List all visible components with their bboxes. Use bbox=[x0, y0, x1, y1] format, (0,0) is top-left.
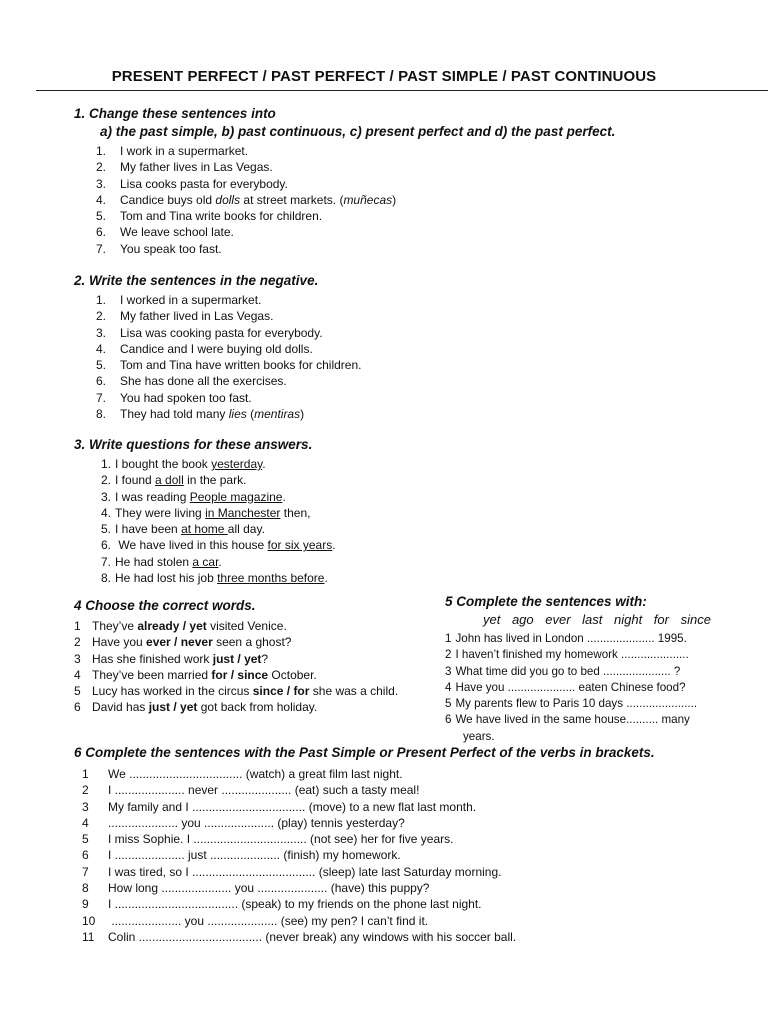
item-text bbox=[108, 782, 419, 798]
item-text bbox=[108, 815, 405, 831]
list-item bbox=[96, 159, 615, 175]
item-number: 5. bbox=[96, 209, 107, 224]
bold-option: ever / never bbox=[146, 635, 213, 650]
item-text bbox=[120, 406, 304, 422]
section-4 bbox=[74, 597, 398, 716]
text-run: I was tired, so I ..................................... (sleep) late last Saturday morning. bbox=[108, 864, 502, 879]
item-number: 3. bbox=[96, 325, 107, 340]
text-run: got back from holiday. bbox=[197, 700, 318, 715]
text-run: I found bbox=[115, 473, 156, 488]
text-run: They had told many bbox=[120, 407, 229, 422]
list-item bbox=[82, 913, 655, 929]
item-number: 8. bbox=[101, 571, 112, 586]
list-item bbox=[82, 782, 655, 798]
list-item bbox=[101, 537, 336, 553]
text-run: My father lives in Las Vegas. bbox=[120, 160, 273, 175]
item-text bbox=[108, 880, 429, 896]
item-number: 1 bbox=[74, 619, 81, 633]
list-item bbox=[82, 831, 655, 847]
text-run: . bbox=[324, 571, 328, 586]
list-item bbox=[101, 456, 336, 472]
text-run: seen a ghost? bbox=[212, 635, 292, 650]
list-item bbox=[96, 308, 361, 324]
list-item bbox=[74, 667, 398, 683]
text-run: We have lived in the same house.......... many bbox=[455, 713, 690, 727]
list-item bbox=[82, 929, 655, 945]
bold-option: just / yet bbox=[148, 700, 198, 715]
item-number: 3 bbox=[74, 651, 81, 666]
list-item bbox=[74, 634, 398, 650]
text-run: visited Venice. bbox=[206, 619, 287, 633]
item-number: 5. bbox=[101, 522, 112, 537]
item-number: 2 bbox=[74, 635, 81, 650]
item-number: 7 bbox=[82, 864, 89, 879]
item-text bbox=[120, 224, 234, 240]
list-item bbox=[101, 570, 336, 586]
list-item bbox=[74, 651, 398, 667]
section-5-item-6-continuation: years. bbox=[463, 729, 495, 743]
item-text bbox=[120, 373, 287, 389]
item-text bbox=[115, 489, 286, 505]
section-5-word-bank: yet ago ever last night for since bbox=[483, 612, 711, 627]
item-number: 1. bbox=[96, 293, 107, 307]
text-run: I ..................... never ..................... (eat) such a tasty meal! bbox=[108, 783, 420, 798]
item-text bbox=[115, 505, 310, 521]
text-run: . bbox=[282, 489, 286, 504]
text-run: John has lived in London ..................... 1995. bbox=[455, 632, 687, 645]
item-number: 3 bbox=[82, 799, 89, 814]
item-number: 6. bbox=[96, 374, 107, 389]
text-run: Tom and Tina have written books for children. bbox=[120, 358, 362, 373]
item-text bbox=[120, 208, 322, 224]
item-number: 4 bbox=[74, 667, 81, 682]
item-number: 9 bbox=[82, 897, 89, 912]
item-number: 10 bbox=[82, 913, 96, 928]
page-title: PRESENT PERFECT / PAST PERFECT / PAST SIMPLE / PAST CONTINUOUS bbox=[111, 68, 657, 85]
list-item bbox=[74, 699, 398, 715]
list-item bbox=[96, 390, 361, 406]
text-run: . bbox=[218, 554, 222, 569]
item-number: 4. bbox=[96, 192, 107, 207]
list-item bbox=[82, 847, 655, 863]
text-run: Candice buys old bbox=[120, 192, 216, 207]
list-item bbox=[445, 647, 711, 663]
list-item bbox=[74, 683, 398, 699]
text-run: at street markets. ( bbox=[240, 192, 344, 207]
list-item bbox=[445, 631, 711, 647]
item-text bbox=[115, 472, 246, 488]
item-text bbox=[108, 847, 401, 863]
text-run: He had stolen bbox=[115, 554, 193, 569]
list-item bbox=[101, 521, 336, 537]
section-6 bbox=[74, 744, 655, 945]
section-1 bbox=[74, 105, 615, 257]
text-run: I ..................... just ..................... (finish) my homework. bbox=[108, 848, 401, 863]
list-item bbox=[96, 406, 361, 422]
section-5-heading: 5 Complete the sentences with: bbox=[445, 594, 647, 609]
item-text bbox=[120, 308, 273, 324]
text-run: We leave school late. bbox=[120, 225, 234, 240]
list-item bbox=[96, 341, 361, 357]
text-run: Lucy has worked in the circus bbox=[92, 684, 253, 699]
text-run: Lisa was cooking pasta for everybody. bbox=[120, 325, 323, 340]
list-item bbox=[82, 766, 655, 782]
item-number: 6 bbox=[445, 713, 452, 727]
list-item bbox=[96, 143, 615, 159]
text-run: My father lived in Las Vegas. bbox=[120, 309, 274, 324]
underlined-text: for six years bbox=[267, 538, 333, 553]
text-run: October. bbox=[268, 667, 317, 682]
list-item bbox=[96, 373, 361, 389]
text-run: ..................... you ..................... (play) tennis yesterday? bbox=[108, 815, 405, 830]
item-text bbox=[120, 390, 252, 406]
section-5 bbox=[445, 593, 711, 745]
item-text bbox=[92, 618, 287, 634]
text-run: They were living bbox=[115, 505, 206, 520]
list-item bbox=[82, 815, 655, 831]
item-text bbox=[120, 341, 313, 357]
text-run: ..................... you ..................... (see) my pen? I can’t find it. bbox=[108, 913, 429, 928]
item-number: 6. bbox=[101, 538, 112, 553]
item-number: 2 bbox=[82, 783, 89, 798]
item-number: 7. bbox=[96, 390, 107, 405]
section-2-list bbox=[96, 292, 361, 422]
item-text bbox=[108, 913, 428, 929]
underlined-text: a car bbox=[192, 554, 219, 569]
item-text bbox=[120, 292, 261, 308]
item-text bbox=[108, 896, 482, 912]
text-run: Colin ..................................... (never break) any windows with his soccer ball. bbox=[108, 929, 517, 944]
section-4-heading: 4 Choose the correct words. bbox=[74, 598, 256, 613]
item-text bbox=[115, 521, 265, 537]
text-run: How long ..................... you ..................... (have) this puppy? bbox=[108, 881, 430, 896]
section-3 bbox=[74, 436, 336, 586]
list-item bbox=[96, 192, 615, 208]
item-number: 8. bbox=[96, 407, 107, 422]
item-text bbox=[455, 696, 697, 712]
item-text bbox=[108, 766, 403, 782]
item-number: 7. bbox=[96, 241, 107, 256]
list-item bbox=[96, 176, 615, 192]
text-run: I have been bbox=[115, 522, 182, 537]
text-run: ( bbox=[246, 407, 255, 422]
text-run: . bbox=[332, 538, 336, 553]
underlined-text: yesterday bbox=[211, 457, 263, 471]
item-number: 11 bbox=[82, 929, 95, 944]
section-5-list bbox=[445, 631, 711, 729]
underlined-text: People magazine bbox=[189, 489, 283, 504]
text-run: I ..................................... (speak) to my friends on the phone last night. bbox=[108, 897, 482, 912]
list-item bbox=[101, 472, 336, 488]
text-run: You had spoken too fast. bbox=[120, 390, 252, 405]
text-run: He had lost his job bbox=[115, 571, 218, 586]
list-item bbox=[101, 505, 336, 521]
text-run: ? bbox=[261, 651, 269, 666]
underlined-text: three months before bbox=[217, 571, 325, 586]
list-item bbox=[445, 696, 711, 712]
bold-option: since / for bbox=[252, 684, 310, 699]
text-run: They’ve bbox=[92, 619, 138, 633]
list-item bbox=[82, 799, 655, 815]
italic-text: mentiras bbox=[254, 407, 301, 422]
text-run: I miss Sophie. I .................................. (not see) her for five years. bbox=[108, 832, 454, 847]
bold-option: already / yet bbox=[137, 619, 207, 633]
list-item bbox=[96, 357, 361, 373]
text-run: Lisa cooks pasta for everybody. bbox=[120, 176, 288, 191]
text-run: in the park. bbox=[183, 473, 247, 488]
section-6-list bbox=[82, 766, 655, 945]
list-item bbox=[96, 241, 615, 257]
section-1-list bbox=[96, 143, 615, 257]
text-run: You speak too fast. bbox=[120, 241, 222, 256]
item-number: 2. bbox=[96, 309, 107, 324]
text-run: I bought the book bbox=[115, 457, 212, 471]
text-run: ) bbox=[392, 192, 397, 207]
item-number: 2 bbox=[445, 648, 452, 662]
item-number: 4. bbox=[101, 505, 112, 520]
item-text bbox=[120, 176, 288, 192]
list-item bbox=[101, 554, 336, 570]
section-1-heading: 1. Change these sentences into bbox=[74, 106, 276, 121]
list-item bbox=[96, 292, 361, 308]
text-run: she was a child. bbox=[309, 684, 399, 699]
text-run: then, bbox=[280, 505, 311, 520]
item-text bbox=[92, 651, 268, 667]
item-number: 6 bbox=[82, 848, 89, 863]
list-item bbox=[96, 224, 615, 240]
section-2-heading: 2. Write the sentences in the negative. bbox=[74, 273, 319, 288]
item-number: 6 bbox=[74, 700, 81, 715]
item-number: 5 bbox=[74, 684, 81, 699]
list-item bbox=[445, 712, 711, 728]
item-number: 8 bbox=[82, 881, 89, 896]
item-text bbox=[115, 456, 266, 472]
list-item bbox=[96, 208, 615, 224]
text-run: My parents flew to Paris 10 days ...................... bbox=[455, 697, 698, 711]
item-number: 5. bbox=[96, 358, 107, 373]
bold-option: for / since bbox=[211, 667, 269, 682]
list-item bbox=[445, 680, 711, 696]
item-text bbox=[108, 929, 516, 945]
bold-option: just / yet bbox=[212, 651, 262, 666]
item-number: 1. bbox=[101, 457, 112, 471]
underlined-text: in Manchester bbox=[205, 505, 281, 520]
italic-text: muñecas bbox=[343, 192, 393, 207]
item-text bbox=[120, 357, 361, 373]
section-4-list bbox=[74, 618, 398, 716]
text-run: all day. bbox=[227, 522, 265, 537]
item-text bbox=[455, 664, 680, 680]
list-item bbox=[101, 489, 336, 505]
item-number: 1 bbox=[445, 632, 452, 645]
item-text bbox=[455, 631, 686, 647]
item-number: 5 bbox=[82, 832, 89, 847]
item-text bbox=[455, 647, 688, 663]
item-number: 6. bbox=[96, 225, 107, 240]
item-text bbox=[455, 680, 685, 696]
item-number: 3 bbox=[445, 664, 452, 678]
item-text bbox=[92, 699, 317, 715]
text-run: Candice and I were buying old dolls. bbox=[120, 341, 313, 356]
list-item bbox=[445, 664, 711, 680]
item-text bbox=[120, 325, 323, 341]
section-6-heading: 6 Complete the sentences with the Past Simple or Present Perfect of the verbs in brackets. bbox=[74, 745, 655, 760]
item-number: 4. bbox=[96, 341, 107, 356]
text-run: Have you bbox=[92, 635, 147, 650]
text-run: Tom and Tina write books for children. bbox=[120, 209, 323, 224]
text-run: I was reading bbox=[115, 489, 190, 504]
item-text bbox=[115, 570, 328, 586]
title-divider bbox=[36, 90, 768, 91]
text-run: We .................................. (watch) a great film last night. bbox=[108, 767, 403, 781]
text-run: David has bbox=[92, 700, 149, 715]
text-run: What time did you go to bed ..................... ? bbox=[455, 664, 681, 678]
item-text bbox=[108, 864, 501, 880]
section-2 bbox=[74, 272, 361, 422]
item-text bbox=[92, 683, 398, 699]
italic-text: dolls bbox=[215, 192, 241, 207]
list-item bbox=[96, 325, 361, 341]
italic-text: lies bbox=[228, 407, 247, 422]
item-number: 4 bbox=[445, 680, 452, 694]
text-run: I work in a supermarket. bbox=[120, 144, 249, 158]
text-run: We have lived in this house bbox=[115, 538, 268, 553]
item-number: 3. bbox=[101, 489, 112, 504]
item-number: 5 bbox=[445, 697, 452, 711]
item-number: 3. bbox=[96, 176, 107, 191]
underlined-text: a doll bbox=[155, 473, 184, 488]
text-run: I haven’t finished my homework ..................... bbox=[455, 648, 689, 662]
item-text bbox=[120, 143, 248, 159]
section-3-heading: 3. Write questions for these answers. bbox=[74, 437, 313, 452]
item-number: 4 bbox=[82, 815, 89, 830]
item-text bbox=[120, 159, 273, 175]
item-number: 7. bbox=[101, 554, 112, 569]
item-text bbox=[120, 192, 396, 208]
item-text bbox=[455, 712, 689, 728]
item-number: 1. bbox=[96, 144, 107, 158]
item-text bbox=[115, 554, 222, 570]
text-run: . bbox=[262, 457, 266, 471]
item-text bbox=[92, 667, 317, 683]
text-run: My family and I .................................. (move) to a new flat last month. bbox=[108, 799, 477, 814]
text-run: I worked in a supermarket. bbox=[120, 293, 262, 307]
list-item bbox=[82, 864, 655, 880]
item-text bbox=[120, 241, 222, 257]
text-run: Has she finished work bbox=[92, 651, 213, 666]
underlined-text: at home bbox=[181, 522, 228, 537]
item-number: 2. bbox=[96, 160, 107, 175]
text-run: Have you ..................... eaten Chinese food? bbox=[455, 680, 686, 694]
item-text bbox=[92, 634, 291, 650]
item-number: 1 bbox=[82, 767, 89, 781]
text-run: ) bbox=[300, 407, 305, 422]
list-item bbox=[82, 880, 655, 896]
text-run: She has done all the exercises. bbox=[120, 374, 287, 389]
item-text bbox=[108, 831, 453, 847]
item-number: 2. bbox=[101, 473, 112, 488]
list-item bbox=[82, 896, 655, 912]
section-1-subheading: a) the past simple, b) past continuous, c) present perfect and d) the past perfect. bbox=[100, 124, 616, 139]
list-item bbox=[74, 618, 398, 634]
item-text bbox=[115, 537, 336, 553]
text-run: They’ve been married bbox=[92, 667, 212, 682]
item-text bbox=[108, 799, 476, 815]
section-3-list bbox=[101, 456, 336, 586]
